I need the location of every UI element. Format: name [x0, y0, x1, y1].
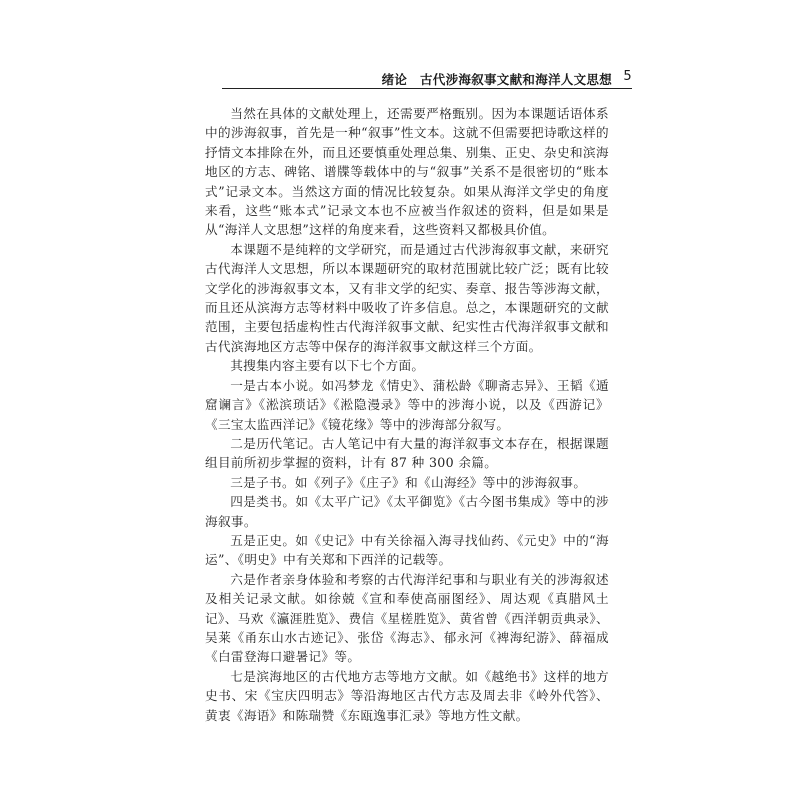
- paragraph: 二是历代笔记。古人笔记中有大量的海洋叙事文本存在，根据课题组目前所初步掌握的资料，计有 87 种 300 余篇。: [205, 435, 609, 471]
- paragraph: 七是滨海地区的古代地方志等地方文献。如《越绝书》这样的地方史书、宋《宝庆四明志》等沿海地区古代方志及周去非《岭外代答》、黄衷《海语》和陈瑞赞《东瓯逸事汇录》等地方性文献。: [205, 668, 609, 723]
- paragraph: 四是类书。如《太平广记》《太平御览》《古今图书集成》等中的涉海叙事。: [205, 494, 609, 529]
- paragraph: 六是作者亲身体验和考察的古代海洋纪事和与职业有关的涉海叙述及相关记录文献。如徐兢《宣和奉使高丽图经》、周达观《真腊风土记》、马欢《瀛涯胜览》、费信《星槎胜览》、黄省曾《西洋朝贡典录》、吴莱《甬东山水古迹记》、张岱《海志》、郁永河《裨海纪游》、薛福成《白雷登海口避暑记》等。: [205, 571, 609, 665]
- running-head-title: 绪论 古代涉海叙事文献和海洋人文思想: [381, 72, 612, 87]
- paragraph: 五是正史。如《史记》中有关徐福入海寻找仙药、《元史》中的“海运”、《明史》中有关郑和下西洋的记载等。: [205, 532, 609, 568]
- header-rule: [222, 88, 632, 89]
- paragraph: 一是古本小说。如冯梦龙《情史》、蒲松龄《聊斋志异》、王韬《遁窟谰言》《淞滨琐话》《淞隐漫录》等中的涉海小说，以及《西游记》《三宝太监西洋记》《镜花缘》等中的涉海部分叙写。: [205, 377, 609, 432]
- running-head: [222, 68, 632, 88]
- paragraph: 其搜集内容主要有以下七个方面。: [230, 358, 425, 374]
- paragraph: 本课题不是纯粹的文学研究，而是通过古代涉海叙事文献，来研究古代海洋人文思想，所以本课题研究的取材范围就比较广泛；既有比较文学化的涉海叙事文本，又有非文学的纪实、奏章、报告等涉海文献，而且还从滨海方志等材料中吸收了许多信息。总之，本课题研究的文献范围，主要包括虚构性古代海洋叙事文献、纪实性古代海洋叙事文献和古代滨海地区方志等中保存的海洋叙事文献这样三个方面。: [205, 241, 609, 354]
- page-number: 5: [623, 69, 632, 84]
- paragraph: 当然在具体的文献处理上，还需要严格甄别。因为本课题话语体系中的涉海叙事，首先是一种“叙事”性文本。这就不但需要把诗歌这样的抒情文本排除在外，而且还要慎重处理总集、别集、正史、杂史和滨海地区的方志、碑铭、谱牒等载体中的与“叙事”关系不是很密切的“账本式”记录文本。当然这方面的情况比较复杂。如果从海洋文学史的角度来看，这些“账本式”记录文本也不应被当作叙述的资料，但是如果是从“海洋人文思想”这样的角度来看，这些资料又都极具价值。: [205, 106, 609, 238]
- body-text: [205, 104, 609, 725]
- paragraph: 三是子书。如《列子》《庄子》和《山海经》等中的涉海叙事。: [230, 474, 587, 490]
